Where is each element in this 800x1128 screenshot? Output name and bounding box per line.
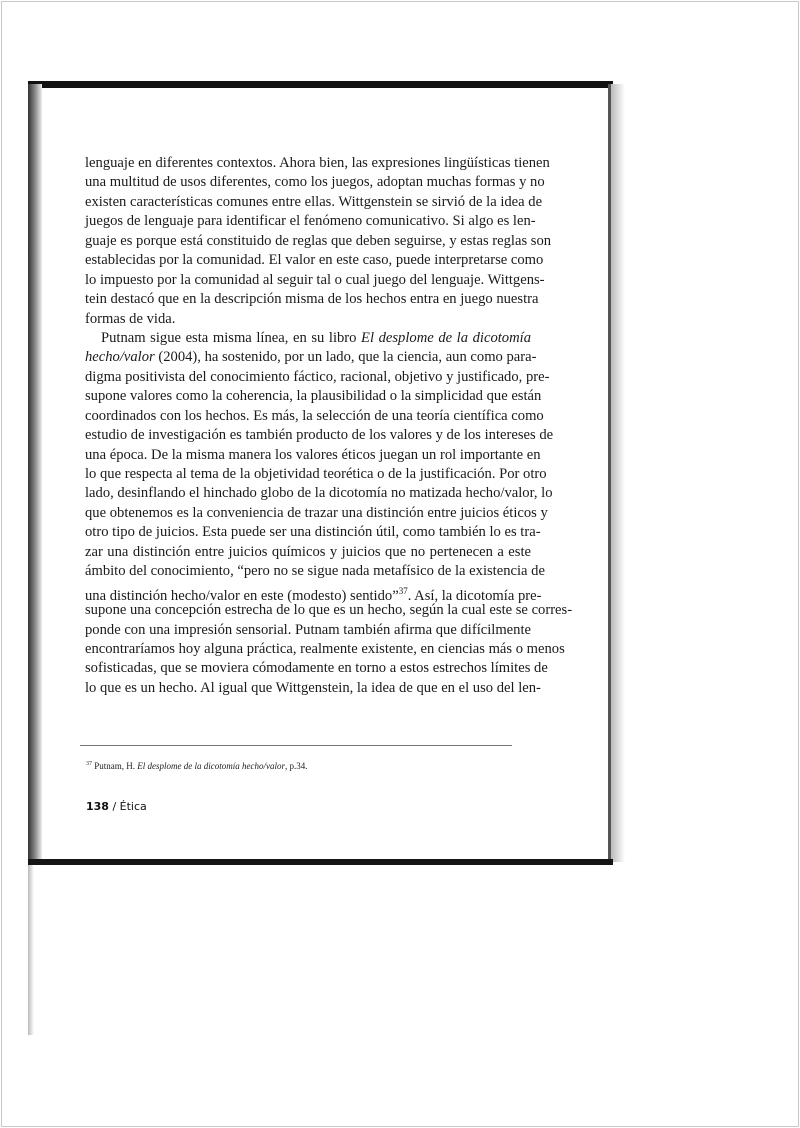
line-text: lado, desinflando el hinchado globo de la dicotomía no matizada hecho/valor, lo <box>85 485 553 502</box>
line-text: supone valores como la coherencia, la plausibilidad o la simplicidad que están <box>85 388 542 405</box>
text-line <box>85 407 544 426</box>
footer-separator: / <box>108 800 120 813</box>
line-text: ponde con una impresión sensorial. Putnam también afirma que difícilmente <box>85 621 531 638</box>
text-line <box>85 562 545 581</box>
scan-edge-top <box>28 81 613 88</box>
footnote-rule <box>80 745 512 746</box>
line-text: una multitud de usos diferentes, como los juegos, adoptan muchas formas y no <box>85 174 545 191</box>
body-text <box>85 154 573 698</box>
line-text: . Así, la dicotomía pre- <box>407 587 542 604</box>
scan-edge-left <box>28 84 42 862</box>
text-line <box>85 446 541 465</box>
line-text: juegos de lenguaje para identificar el fenómeno comunicativo. Si algo es len- <box>85 213 536 230</box>
text-line <box>85 251 544 270</box>
line-text: una época. De la misma manera los valores éticos juegan un rol importante en <box>85 446 541 463</box>
line-text: lo que es un hecho. Al igual que Wittgenstein, la idea de que en el uso del len- <box>85 679 541 696</box>
line-text: otro tipo de juicios. Esta puede ser una distinción útil, como también lo es tra- <box>85 524 541 541</box>
text-line <box>85 543 531 562</box>
text-line <box>85 271 545 290</box>
footnote <box>86 761 307 771</box>
text-line <box>85 173 545 192</box>
line-text: lo que respecta al tema de la objetividad teorética o de la justificación. Por otro <box>85 466 547 482</box>
text-line <box>85 601 573 620</box>
text-line <box>85 465 547 484</box>
line-text: lenguaje en diferentes contextos. Ahora bien, las expresiones lingüísticas tienen <box>85 155 550 171</box>
text-line <box>85 290 539 309</box>
text-line <box>85 154 550 173</box>
line-text: lo impuesto por la comunidad al seguir tal o cual juego del lenguaje. Wittgens- <box>85 271 545 288</box>
text-line <box>85 310 531 329</box>
footnote-title: El desplome de la dicotomía hecho/valor <box>137 761 285 771</box>
text-line <box>85 348 537 367</box>
line-text: tein destacó que en la descripción misma de los hechos entra en juego nuestra <box>85 291 539 308</box>
text-line <box>85 329 531 348</box>
line-text: una distinción hecho/valor en este (modesto) sentido” <box>85 587 399 604</box>
book-title: El desplome de la dicotomía <box>361 329 531 346</box>
text-line <box>85 368 550 387</box>
text-line <box>85 193 543 212</box>
text-line <box>85 484 553 503</box>
line-text: estudio de investigación es también producto de los valores y de los intereses de <box>85 427 554 444</box>
line-text: sofisticadas, que se moviera cómodamente en torno a estos estrechos límites de <box>85 660 548 677</box>
text-line <box>85 212 536 231</box>
text-line <box>85 582 542 604</box>
footnote-page: , p.34. <box>284 761 308 771</box>
text-line <box>85 659 548 678</box>
text-line <box>85 640 565 659</box>
scan-shadow-right <box>611 84 625 862</box>
text-line <box>85 621 531 640</box>
line-text: zar una distinción entre juicios químicos y juicios que no pertenecen a este <box>85 543 531 560</box>
line-text: digma positivista del conocimiento fáctico, racional, objetivo y justificado, pre- <box>85 368 550 385</box>
text-line <box>85 504 548 523</box>
text-line <box>85 523 541 542</box>
line-text: formas de vida. <box>85 310 176 327</box>
text-line <box>85 232 552 251</box>
line-text: coordinados con los hechos. Es más, la selección de una teoría científica como <box>85 407 544 424</box>
text-line <box>85 679 541 698</box>
line-text: existen características comunes entre ellas. Wittgenstein se sirvió de la idea de <box>85 193 543 210</box>
line-text: ámbito del conocimiento, “pero no se sigue nada metafísico de la existencia de <box>85 563 545 580</box>
footnote-number: 37 <box>86 761 92 767</box>
section-name: Ética <box>119 800 147 813</box>
line-text: Putnam sigue esta misma línea, en su libro <box>101 329 362 346</box>
scan-shadow-lower <box>28 865 34 1035</box>
scan-edge-bottom <box>28 859 613 865</box>
page-number: 138 <box>86 800 109 813</box>
page-footer <box>86 800 147 813</box>
footnote-author: Putnam, H. <box>94 761 138 771</box>
text-line <box>85 387 542 406</box>
line-text: que obtenemos es la conveniencia de trazar una distinción entre juicios éticos y <box>85 504 548 521</box>
line-text: guaje es porque está constituido de reglas que deben seguirse, y estas reglas son <box>85 232 552 249</box>
line-text: establecidas por la comunidad. El valor en este caso, puede interpretarse como <box>85 252 544 269</box>
book-title: hecho/valor <box>85 349 155 366</box>
line-text: (2004), ha sostenido, por un lado, que la ciencia, aun como para- <box>154 349 537 366</box>
line-text: encontraríamos hoy alguna práctica, realmente existente, en ciencias más o menos <box>85 640 565 657</box>
text-line <box>85 426 554 445</box>
line-text: supone una concepción estrecha de lo que es un hecho, según la cual este se corres- <box>85 602 573 619</box>
footnote-reference: 37 <box>398 585 408 596</box>
